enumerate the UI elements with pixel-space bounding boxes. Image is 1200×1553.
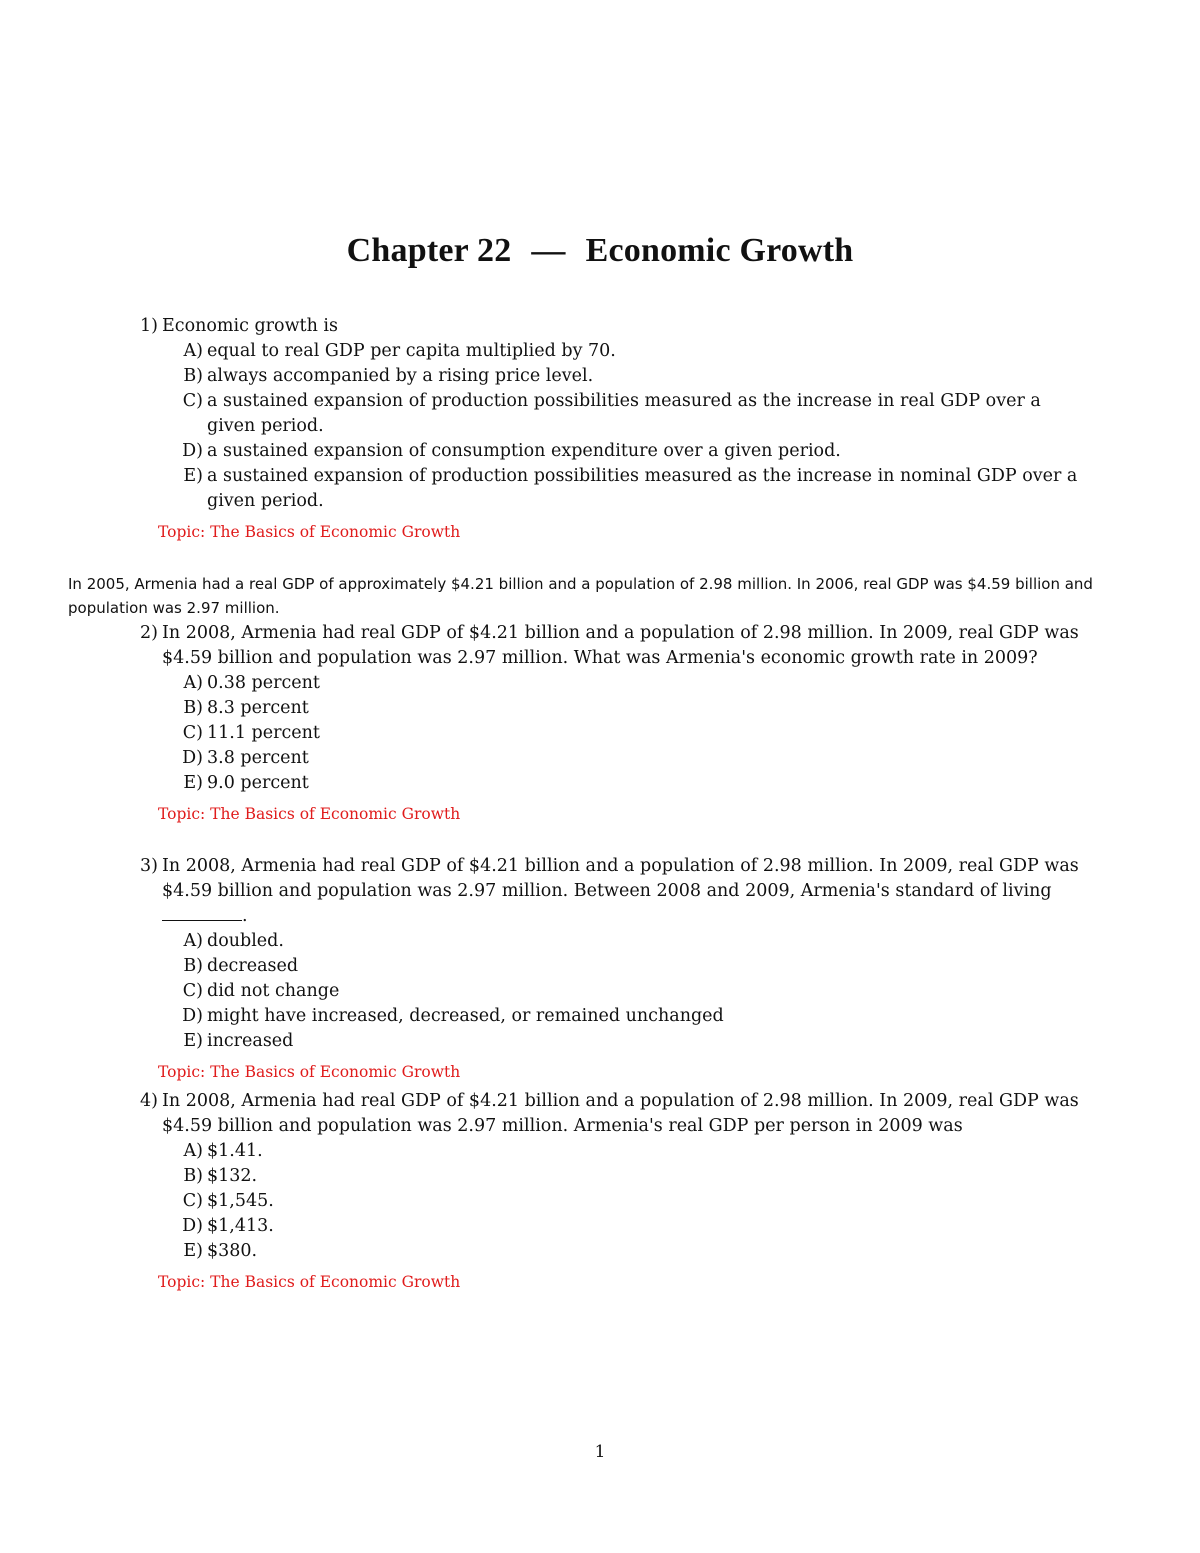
option-letter: A) — [183, 341, 203, 361]
answer-option-c — [175, 1189, 1090, 1214]
option-text: equal to real GDP per capita multiplied by 70. — [207, 341, 616, 361]
question-text: In 2008, Armenia had real GDP of $4.21 billion and a population of 2.98 million. In 2009, real GDP was $4.59 billion and population was 2.97 million. Armenia's real GDP per person in 2009 was — [162, 1091, 1079, 1136]
question-stem — [130, 314, 1090, 339]
answer-option-d — [175, 746, 1090, 771]
answer-option-b — [175, 696, 1090, 721]
option-text: 0.38 percent — [207, 673, 320, 693]
question-text — [162, 854, 1090, 929]
question-stem — [130, 621, 1090, 671]
question-1 — [130, 314, 1090, 545]
answer-options — [175, 671, 1090, 796]
answer-option-c — [175, 721, 1090, 746]
answer-option-e — [175, 464, 1090, 514]
option-letter: E) — [183, 1031, 203, 1051]
option-letter: C) — [182, 723, 203, 743]
option-text: $380. — [207, 1241, 258, 1261]
title-subject: Economic Growth — [585, 232, 854, 269]
option-text: might have increased, decreased, or remained unchanged — [207, 1006, 724, 1026]
page-title — [0, 232, 1200, 270]
question-4 — [130, 1089, 1090, 1295]
question-text: Economic growth is — [162, 316, 338, 336]
option-letter: E) — [183, 1241, 203, 1261]
question-number: 2) — [140, 623, 158, 643]
answer-option-b — [175, 364, 1090, 389]
option-text: decreased — [207, 956, 299, 976]
option-letter: A) — [183, 931, 203, 951]
option-letter: C) — [182, 391, 203, 411]
option-letter: E) — [183, 773, 203, 793]
option-text: 8.3 percent — [207, 698, 309, 718]
question-number: 1) — [140, 316, 158, 336]
question-text: In 2008, Armenia had real GDP of $4.21 billion and a population of 2.98 million. In 2009, real GDP was $4.59 billion and population was 2.97 million. What was Armenia's economic growth rate in 2009? — [162, 623, 1079, 668]
answer-option-b — [175, 954, 1090, 979]
option-text: doubled. — [207, 931, 284, 951]
topic-label: Topic: The Basics of Economic Growth — [158, 523, 461, 541]
option-text: a sustained expansion of production possibilities measured as the increase in real GDP over a given period. — [207, 391, 1041, 436]
option-letter: A) — [183, 1141, 203, 1161]
question-stem — [130, 1089, 1090, 1139]
answer-option-a — [175, 929, 1090, 954]
answer-option-d — [175, 439, 1090, 464]
option-letter: D) — [182, 441, 203, 461]
topic-label: Topic: The Basics of Economic Growth — [158, 1063, 461, 1081]
option-letter: B) — [183, 1166, 203, 1186]
answer-option-a — [175, 339, 1090, 364]
topic-label: Topic: The Basics of Economic Growth — [158, 1273, 461, 1291]
answer-options — [175, 339, 1090, 514]
option-letter: C) — [182, 1191, 203, 1211]
option-text: $1,545. — [207, 1191, 274, 1211]
question-number: 3) — [140, 856, 158, 876]
option-letter: A) — [183, 673, 203, 693]
option-text: 9.0 percent — [207, 773, 309, 793]
answer-option-b — [175, 1164, 1090, 1189]
answer-option-e — [175, 1239, 1090, 1264]
answer-option-a — [175, 1139, 1090, 1164]
option-text: increased — [207, 1031, 294, 1051]
question-3 — [130, 854, 1090, 1085]
option-text: 3.8 percent — [207, 748, 309, 768]
option-text: a sustained expansion of production possibilities measured as the increase in nominal GDP over a given period. — [207, 466, 1078, 511]
question-2 — [130, 621, 1090, 827]
option-text: a sustained expansion of consumption expenditure over a given period. — [207, 441, 841, 461]
option-text: $1,413. — [207, 1216, 274, 1236]
answer-options — [175, 929, 1090, 1054]
option-letter: D) — [182, 1216, 203, 1236]
question-text-before-blank: In 2008, Armenia had real GDP of $4.21 billion and a population of 2.98 million. In 2009, real GDP was $4.59 billion and population was 2.97 million. Between 2008 and 2009, Armenia's standard of living — [162, 856, 1079, 901]
title-chapter: Chapter 22 — [346, 232, 512, 269]
answer-option-c — [175, 979, 1090, 1004]
question-stem — [130, 854, 1090, 929]
answer-option-a — [175, 671, 1090, 696]
option-text: always accompanied by a rising price level. — [207, 366, 594, 386]
option-text: $132. — [207, 1166, 258, 1186]
title-dash: — — [531, 232, 566, 269]
option-text: $1.41. — [207, 1141, 263, 1161]
option-letter: D) — [182, 1006, 203, 1026]
option-text: did not change — [207, 981, 340, 1001]
answer-option-c — [175, 389, 1090, 439]
option-letter: C) — [182, 981, 203, 1001]
option-letter: B) — [183, 956, 203, 976]
question-preamble: In 2005, Armenia had a real GDP of approximately $4.21 billion and a population of 2.98 million. In 2006, real GDP was $4.59 billion and population was 2.97 million. — [68, 575, 1093, 617]
option-letter: E) — [183, 466, 203, 486]
page-number: 1 — [594, 1442, 606, 1462]
answer-option-e — [175, 771, 1090, 796]
option-text: 11.1 percent — [207, 723, 320, 743]
option-letter: D) — [182, 748, 203, 768]
question-text-after-blank: . — [242, 906, 248, 926]
question-number: 4) — [140, 1091, 158, 1111]
option-letter: B) — [183, 366, 203, 386]
topic-label: Topic: The Basics of Economic Growth — [158, 805, 461, 823]
answer-options — [175, 1139, 1090, 1264]
answer-option-d — [175, 1004, 1090, 1029]
option-letter: B) — [183, 698, 203, 718]
answer-option-d — [175, 1214, 1090, 1239]
fill-in-blank — [162, 904, 242, 921]
answer-option-e — [175, 1029, 1090, 1054]
